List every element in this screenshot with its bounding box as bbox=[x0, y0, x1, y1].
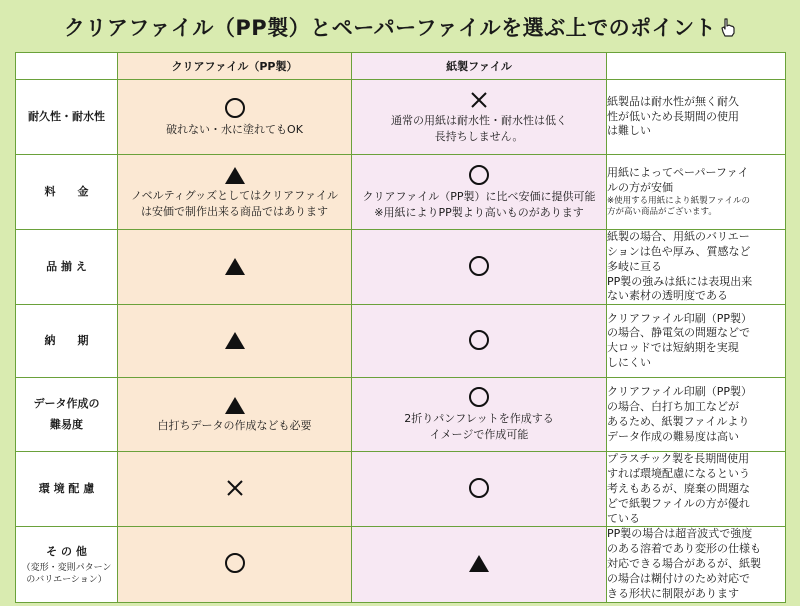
note-line: データ作成の難易度は高い bbox=[607, 429, 739, 443]
note-line: PP製の強みは紙には表現出来 bbox=[607, 274, 753, 288]
note-line: プラスチック製を長期間使用 bbox=[607, 452, 750, 466]
note-cell bbox=[607, 230, 786, 305]
note-cell bbox=[607, 378, 786, 452]
row-label: 納 期 bbox=[16, 305, 118, 378]
note-line: しにくい bbox=[607, 356, 651, 370]
table-row bbox=[16, 452, 786, 527]
triangle-mark-icon bbox=[224, 256, 246, 276]
header-row bbox=[16, 53, 786, 80]
note-line: クリアファイル印刷（PP製） bbox=[607, 385, 753, 399]
cross-mark-icon bbox=[469, 90, 489, 110]
note-cell bbox=[607, 527, 786, 602]
note-line: は難しい bbox=[607, 124, 651, 138]
row-label bbox=[16, 378, 118, 452]
table-row bbox=[16, 378, 786, 452]
triangle-mark-icon bbox=[224, 165, 246, 185]
note-line: ない素材の透明度である bbox=[607, 289, 728, 303]
note-line: の場合は糊付けのため対応で bbox=[607, 571, 750, 585]
note-cell bbox=[607, 155, 786, 230]
table-row bbox=[16, 230, 786, 305]
note-cell bbox=[607, 305, 786, 378]
paper-cell bbox=[352, 155, 607, 230]
table-row bbox=[16, 305, 786, 378]
circle-mark-icon bbox=[468, 255, 490, 277]
note-line: 考えもあるが、廃棄の問題な bbox=[607, 481, 750, 495]
pp-cell bbox=[118, 527, 352, 602]
pp-cell bbox=[118, 80, 352, 155]
title-bar bbox=[0, 8, 800, 46]
triangle-mark-icon bbox=[224, 395, 246, 415]
pp-cell bbox=[118, 378, 352, 452]
note-line: のある溶着であり変形の仕様も bbox=[607, 542, 761, 556]
header-clear-file: クリアファイル（PP製） bbox=[118, 53, 352, 80]
row-label-sub: のバリエーション） bbox=[26, 574, 107, 585]
cell-text: ノベルティグッズとしてはクリアファイル bbox=[131, 188, 338, 202]
row-label-sub: （変形・変則パターン bbox=[21, 563, 112, 574]
note-line: ションは色や厚み、質感など bbox=[607, 244, 751, 258]
note-line: の場合、白打ち加工などが bbox=[607, 399, 739, 413]
cross-mark-icon bbox=[225, 478, 245, 498]
note-line: 大ロッドでは短納期を実現 bbox=[607, 341, 739, 355]
pp-cell bbox=[118, 155, 352, 230]
pointing-hand-icon bbox=[720, 17, 736, 42]
paper-cell bbox=[352, 527, 607, 602]
circle-mark-icon bbox=[468, 477, 490, 499]
table-row bbox=[16, 80, 786, 155]
page-title bbox=[64, 12, 736, 42]
row-label-line: 難易度 bbox=[50, 417, 83, 431]
note-line: PP製の場合は超音波式で強度 bbox=[607, 527, 753, 541]
row-label-line: データ作成の bbox=[33, 396, 100, 410]
row-label: 耐久性・耐水性 bbox=[16, 80, 118, 155]
pp-cell bbox=[118, 230, 352, 305]
cell-text: 通常の用紙は耐水性・耐水性は低く bbox=[391, 113, 567, 127]
note-line: 紙製の場合、用紙のバリエー bbox=[607, 230, 750, 243]
cell-text: 2折りパンフレットを作成する bbox=[404, 412, 554, 426]
row-label: 環 境 配 慮 bbox=[16, 452, 118, 527]
note-line: 性が低いため長期間の使用 bbox=[607, 109, 739, 123]
note-line: 対応できる場合があるが、紙製 bbox=[607, 557, 761, 571]
note-line: ている bbox=[607, 511, 640, 525]
note-cell bbox=[607, 452, 786, 527]
note-line: 紙製品は耐水性が無く耐久 bbox=[607, 94, 739, 108]
note-small-line: 方が高い商品がございます。 bbox=[607, 206, 717, 217]
paper-cell bbox=[352, 230, 607, 305]
note-line: 用紙によってペーパーファイ bbox=[607, 166, 749, 180]
header-paper-file: 紙製ファイル bbox=[352, 53, 607, 80]
cell-text: 破れない・水に塗れてもOK bbox=[166, 122, 303, 136]
note-line: クリアファイル印刷（PP製） bbox=[607, 311, 753, 325]
pp-cell bbox=[118, 305, 352, 378]
note-line: どで紙製ファイルの方が優れ bbox=[607, 496, 750, 510]
header-note-cell bbox=[607, 53, 786, 80]
cell-text: ※用紙によりPP製より高いものがあります bbox=[374, 205, 584, 219]
note-line: 多岐に亘る bbox=[607, 259, 662, 273]
note-line: ルの方が安価 bbox=[607, 180, 673, 194]
paper-cell bbox=[352, 378, 607, 452]
triangle-mark-icon bbox=[468, 553, 490, 573]
circle-mark-icon bbox=[224, 97, 246, 119]
paper-cell bbox=[352, 452, 607, 527]
circle-mark-icon bbox=[224, 552, 246, 574]
row-label-line: そ の 他 bbox=[46, 545, 87, 559]
header-blank-cell bbox=[16, 53, 118, 80]
circle-mark-icon bbox=[468, 386, 490, 408]
note-line: きる形状に制限があります bbox=[607, 586, 739, 600]
circle-mark-icon bbox=[468, 329, 490, 351]
table-row bbox=[16, 527, 786, 602]
table-row bbox=[16, 155, 786, 230]
triangle-mark-icon bbox=[224, 330, 246, 350]
pp-cell bbox=[118, 452, 352, 527]
page-title-text: クリアファイル（PP製）とペーパーファイルを選ぶ上でのポイント bbox=[63, 16, 717, 40]
note-line: あるため、紙製ファイルより bbox=[607, 414, 750, 428]
circle-mark-icon bbox=[468, 164, 490, 186]
cell-text: は安価で制作出来る商品ではあります bbox=[141, 204, 328, 218]
cell-text: イメージで作成可能 bbox=[429, 428, 529, 442]
note-line: の場合、静電気の問題などで bbox=[607, 326, 750, 340]
paper-cell bbox=[352, 305, 607, 378]
comparison-table bbox=[15, 52, 786, 603]
note-small-line: ※使用する用紙により紙製ファイルの bbox=[607, 195, 750, 206]
cell-text: クリアファイル（PP製）に比べ安価に提供可能 bbox=[362, 189, 596, 203]
cell-text: 長持ちしません。 bbox=[434, 129, 524, 143]
row-label: 品 揃 え bbox=[16, 230, 118, 305]
row-label bbox=[16, 527, 118, 602]
note-cell bbox=[607, 80, 786, 155]
row-label: 料 金 bbox=[16, 155, 118, 230]
paper-cell bbox=[352, 80, 607, 155]
cell-text: 白打ちデータの作成なども必要 bbox=[157, 419, 312, 433]
note-line: すれば環境配慮になるという bbox=[607, 467, 750, 481]
